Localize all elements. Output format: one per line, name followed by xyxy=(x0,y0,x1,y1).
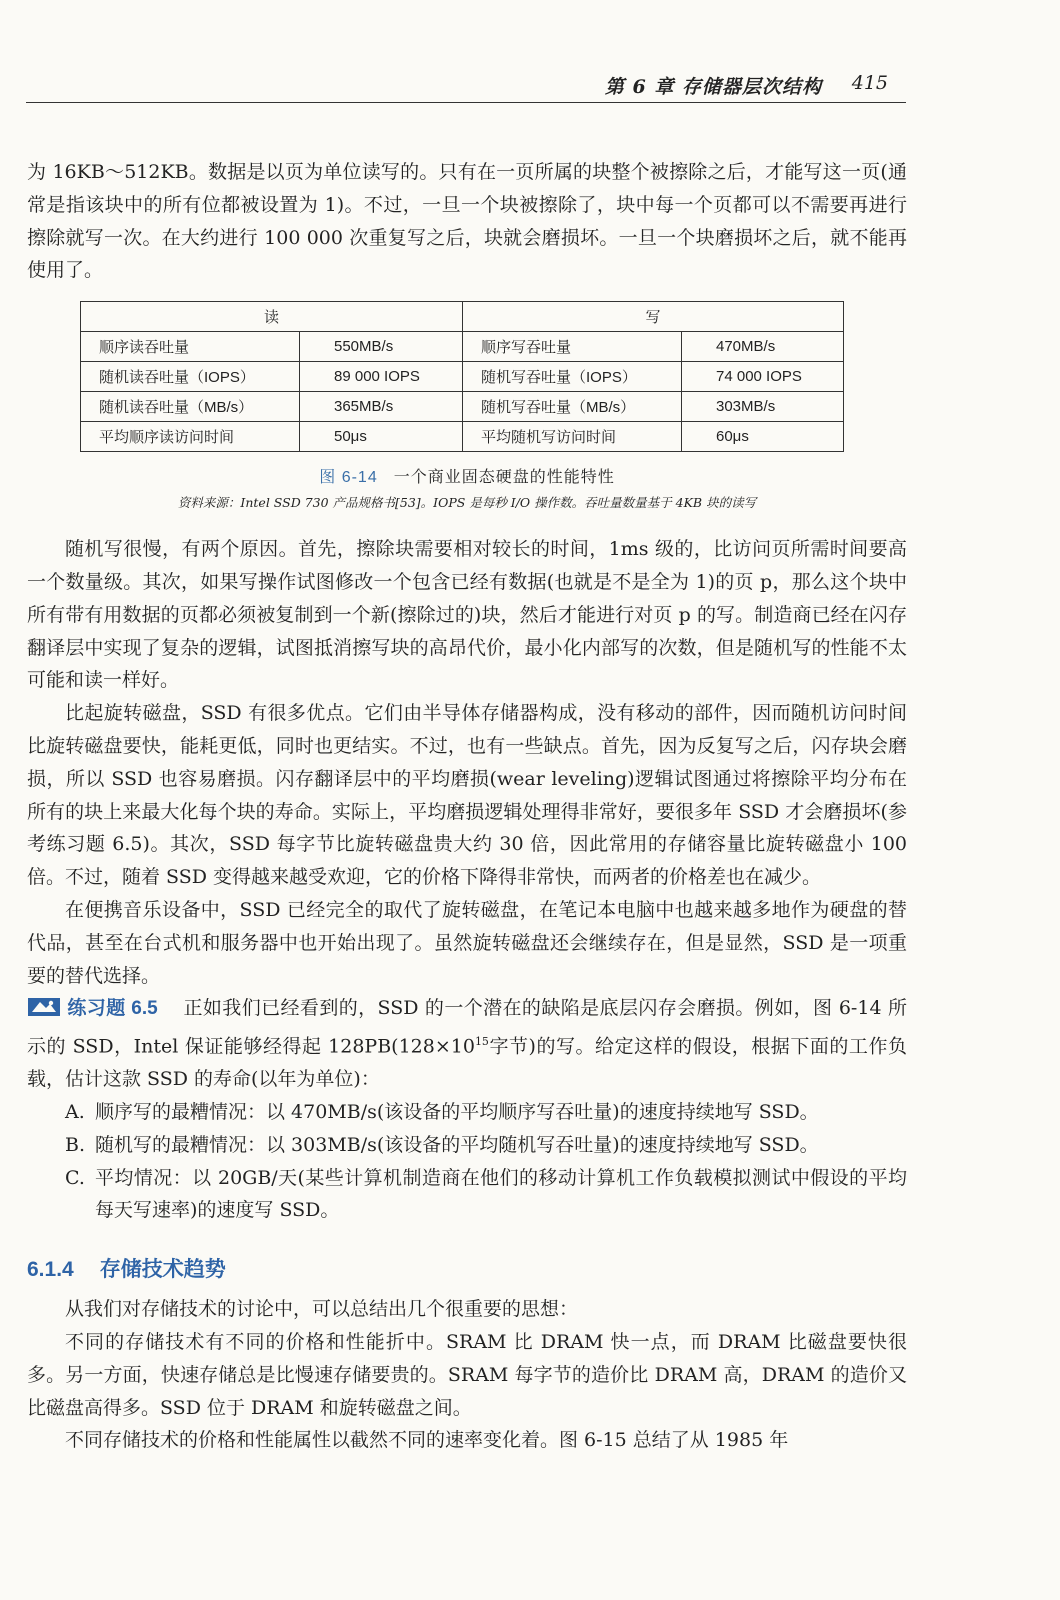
section-heading xyxy=(27,1253,907,1283)
exercise-icon xyxy=(27,996,61,1018)
page-number: 415 xyxy=(851,72,888,94)
cell-read-label: 顺序读吞吐量 xyxy=(81,332,300,362)
exercise-list xyxy=(27,1096,907,1227)
exercise-intro-end: 字节)的写。给定这样的假设，根据下面的工作负载，估计这款 SSD 的寿命(以年为单位)： xyxy=(27,1035,907,1091)
exercise-heading: 练习题 6.5 xyxy=(67,998,158,1020)
cell-write-value: 303MB/s xyxy=(682,392,844,422)
exercise-intro-text: 正如我们已经看到的，SSD 的一个潜在的缺陷是底层闪存会磨损。例如，图 6-14 所示的 SSD，Intel 保证能够经得起 128PB(128×10 xyxy=(27,997,907,1058)
exercise-block xyxy=(27,992,907,1227)
section-title: 存储技术趋势 xyxy=(99,1258,226,1282)
paragraph-6: 不同的存储技术有不同的价格和性能折中。SRAM 比 DRAM 快一点，而 DRAM 比磁盘要快很多。另一方面，快速存储总是比慢速存储要贵的。SRAM 每字节的造价比 DRAM 高，DRAM 的造价又比磁盘高得多。SSD 位于 DRAM 和旋转磁盘之间。 xyxy=(27,1331,907,1419)
cell-read-value: 550MB/s xyxy=(300,332,463,362)
figure-caption xyxy=(27,464,907,487)
table-head-write: 写 xyxy=(463,302,844,332)
cell-write-label: 随机写吞吐量（MB/s） xyxy=(463,392,682,422)
item-label: C. xyxy=(65,1166,85,1189)
exercise-intro xyxy=(27,992,907,1096)
cell-write-value: 60μs xyxy=(682,422,844,452)
list-item xyxy=(65,1162,907,1228)
paragraph-2: 随机写很慢，有两个原因。首先，擦除块需要相对较长的时间，1ms 级的，比访问页所需时间要高一个数量级。其次，如果写操作试图修改一个包含已经有数据(也就是不是全为 1)的页 p，那么这个块中所有带有用数据的页都必须被复制到一个新(擦除过的)块，然后才能进行对页 p 的写。制造商已经在闪存翻译层中实现了复杂的逻辑，试图抵消擦写块的高昂代价，最小化内部写的次数，但是随机写的性能不太可能和读一样好。 xyxy=(27,538,907,692)
exercise-superscript: 15 xyxy=(474,1035,489,1049)
table-row xyxy=(81,332,844,362)
paragraph-3: 比起旋转磁盘，SSD 有很多优点。它们由半导体存储器构成，没有移动的部件，因而随机访问时间比旋转磁盘要快，能耗更低，同时也更结实。不过，也有一些缺点。首先，因为反复写之后，闪存块会磨损，所以 SSD 也容易磨损。闪存翻译层中的平均磨损(wear leveling)逻辑试图通过将擦除平均分布在所有的块上来最大化每个块的寿命。实际上，平均磨损逻辑处理得非常好，要很多年 SSD 才会磨损坏(参考练习题 6.5)。其次，SSD 每字节比旋转磁盘贵大约 30 倍，因此常用的存储容量比旋转磁盘小 100 倍。不过，随着 SSD 变得越来越受欢迎，它的价格下降得非常快，而两者的价格差也在减少。 xyxy=(27,702,907,889)
figure-number: 图 6-14 xyxy=(319,469,378,487)
cell-write-label: 平均随机写访问时间 xyxy=(463,422,682,452)
table-row xyxy=(81,362,844,392)
page-content xyxy=(27,156,907,1457)
table-head-read: 读 xyxy=(81,302,463,332)
cell-read-label: 随机读吞吐量（MB/s） xyxy=(81,392,300,422)
cell-read-label: 平均顺序读访问时间 xyxy=(81,422,300,452)
paragraph-7: 不同存储技术的价格和性能属性以截然不同的速率变化着。图 6-15 总结了从 1985 年 xyxy=(65,1429,789,1452)
cell-read-value: 89 000 IOPS xyxy=(300,362,463,392)
cell-write-value: 470MB/s xyxy=(682,332,844,362)
item-label: B. xyxy=(65,1133,86,1156)
table-row xyxy=(81,422,844,452)
chapter-title: 第 6 章 存储器层次结构 xyxy=(604,76,822,98)
item-text: 随机写的最糟情况：以 303MB/s(该设备的平均随机写吞吐量)的速度持续地写 SSD。 xyxy=(95,1133,819,1156)
cell-read-value: 50μs xyxy=(300,422,463,452)
cell-read-value: 365MB/s xyxy=(300,392,463,422)
cell-write-label: 顺序写吞吐量 xyxy=(463,332,682,362)
page-header xyxy=(26,66,906,103)
table-row xyxy=(81,392,844,422)
list-item xyxy=(65,1129,907,1162)
ssd-performance-table xyxy=(80,301,844,452)
figure-title: 一个商业固态硬盘的性能特性 xyxy=(393,469,615,487)
cell-read-label: 随机读吞吐量（IOPS） xyxy=(81,362,300,392)
section-number: 6.1.4 xyxy=(27,1258,74,1282)
item-text: 平均情况：以 20GB/天(某些计算机制造商在他们的移动计算机工作负载模拟测试中假设的平均每天写速率)的速度写 SSD。 xyxy=(95,1166,907,1222)
item-label: A. xyxy=(65,1101,85,1124)
paragraph-5: 从我们对存储技术的讨论中，可以总结出几个很重要的思想： xyxy=(65,1298,579,1321)
paragraph-1: 为 16KB～512KB。数据是以页为单位读写的。只有在一页所属的块整个被擦除之后，才能写这一页(通常是指该块中的所有位都被设置为 1)。不过，一旦一个块被擦除了，块中每一个页都可以不需要再进行擦除就写一次。在大约进行 100 000 次重复写之后，块就会磨损坏。一旦一个块磨损坏之后，就不能再使用了。 xyxy=(27,161,907,282)
table-header-row xyxy=(81,302,844,332)
cell-write-value: 74 000 IOPS xyxy=(682,362,844,392)
paragraph-4: 在便携音乐设备中，SSD 已经完全的取代了旋转磁盘，在笔记本电脑中也越来越多地作为硬盘的替代品，甚至在台式机和服务器中也开始出现了。虽然旋转磁盘还会继续存在，但是显然，SSD 是一项重要的替代选择。 xyxy=(27,898,907,987)
figure-source: 资料来源：Intel SSD 730 产品规格书[53]。IOPS 是每秒 I/O 操作数。吞吐量数量基于 4KB 块的读写 xyxy=(177,495,757,511)
list-item xyxy=(65,1096,907,1129)
cell-write-label: 随机写吞吐量（IOPS） xyxy=(463,362,682,392)
item-text: 顺序写的最糟情况：以 470MB/s(该设备的平均顺序写吞吐量)的速度持续地写 SSD。 xyxy=(95,1101,819,1124)
